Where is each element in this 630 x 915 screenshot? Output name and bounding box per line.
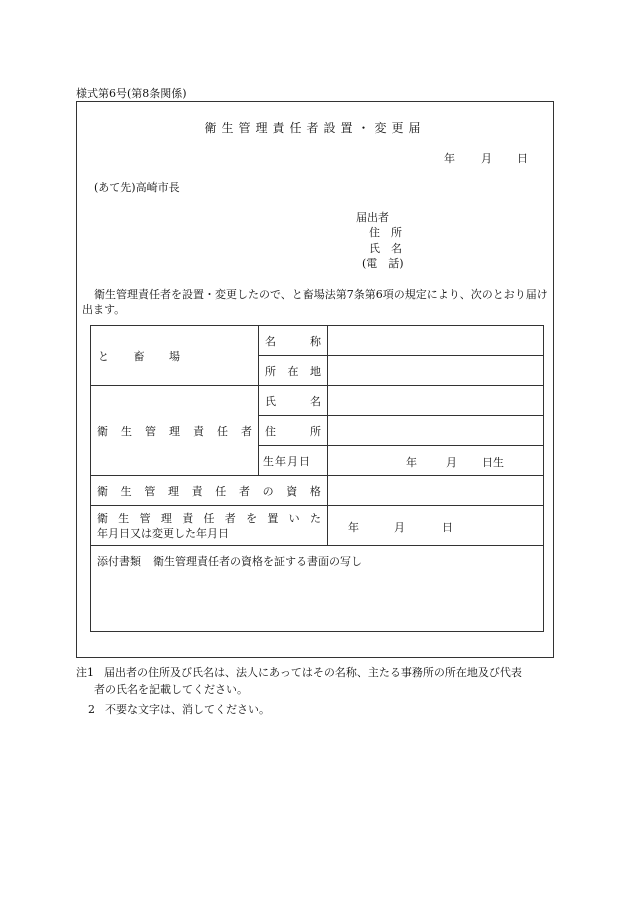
form-number: 様式第6号(第8条関係)	[76, 87, 187, 100]
note-2: 2 不要な文字は、消してください。	[88, 703, 270, 716]
date-year: 年	[444, 152, 455, 165]
date-month: 月	[481, 152, 492, 165]
manager-label-cell: 衛 生 管 理 責 任 者	[91, 386, 259, 476]
attachments-text: 衛生管理責任者の資格を証する書面の写し	[153, 555, 362, 568]
appointment-date-field[interactable]: 年 月 日	[328, 506, 544, 546]
qualification-field[interactable]	[328, 476, 544, 506]
qualification-label: 衛 生 管 理 責 任 者 の 資 格	[91, 476, 328, 506]
manager-name-label: 氏 名	[259, 386, 328, 416]
addressee: (あて先)高崎市長	[94, 181, 180, 194]
applicant-address-label: 住 所	[369, 226, 402, 239]
note-1-line-2: 者の氏名を記載してください。	[94, 683, 248, 696]
manager-birthdate-label: 生年月日	[259, 446, 328, 476]
note-1-line-1: 注1 届出者の住所及び氏名は、法人にあってはその名称、主たる事務所の所在地及び代表	[76, 666, 522, 679]
appointment-date-label: 衛 生 管 理 責 任 者 を 置 い た 年月日又は変更した年月日	[91, 506, 328, 546]
notification-table	[90, 325, 544, 632]
slaughterhouse-name-label: 名 称	[259, 326, 328, 356]
attachments-cell	[91, 546, 544, 632]
manager-name-field[interactable]	[328, 386, 544, 416]
applicant-heading: 届出者	[356, 211, 389, 224]
declaration-text: 衛生管理責任者を設置・変更したので、と畜場法第7条第6項の規定により、次のとおり届け出ます。	[82, 288, 548, 316]
manager-address-field[interactable]	[328, 416, 544, 446]
applicant-phone-label: (電 話)	[362, 257, 404, 270]
form-title: 衛生管理責任者設置・変更届	[204, 121, 426, 135]
slaughterhouse-location-field[interactable]	[328, 356, 544, 386]
slaughterhouse-location-label: 所 在 地	[259, 356, 328, 386]
manager-birthdate-field[interactable]: 年 月 日生	[328, 446, 544, 476]
slaughterhouse-name-field[interactable]	[328, 326, 544, 356]
applicant-name-label: 氏 名	[369, 242, 402, 255]
manager-address-label: 住 所	[259, 416, 328, 446]
slaughterhouse-label-cell: と 畜 場	[91, 326, 259, 386]
date-day: 日	[517, 152, 528, 165]
attachments-label: 添付書類	[97, 555, 141, 568]
